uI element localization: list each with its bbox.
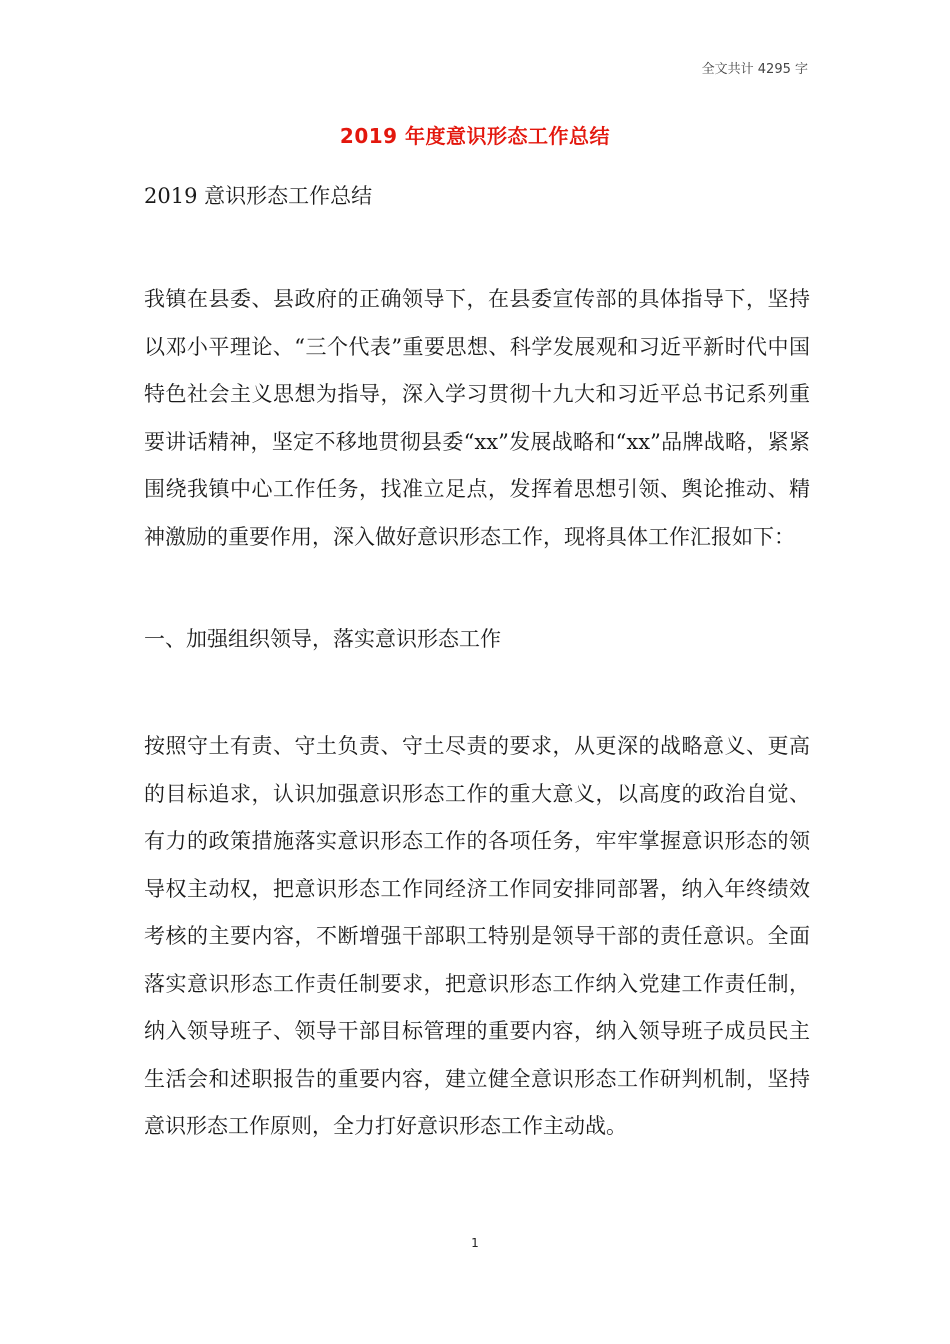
- word-count-label: 全文共计 4295 字: [701, 62, 808, 77]
- section-1-paragraph: 按照守土有责、守土负责、守土尽责的要求，从更深的战略意义、更高的目标追求，认识加强意识形态工作的重大意义，以高度的政治自觉、有力的政策措施落实意识形态工作的各项任务，牢牢掌握意识形态的领导权主动权，把意识形态工作同经济工作同安排同部署，纳入年终绩效考核的主要内容，不断增强干部职工特别是领导干部的责任意识。全面落实意识形态工作责任制要求，把意识形态工作纳入党建工作责任制，纳入领导班子、领导干部目标管理的重要内容，纳入领导班子成员民主生活会和述职报告的重要内容，建立健全意识形态工作研判机制，坚持意识形态工作原则，全力打好意识形态工作主动战。: [144, 734, 810, 1138]
- spacer: [144, 657, 810, 723]
- document-subtitle: 2019 意识形态工作总结: [144, 184, 373, 208]
- document-body: [144, 178, 810, 1151]
- spacer: [144, 561, 810, 621]
- document-title: 2019 年度意识形态工作总结: [339, 124, 611, 148]
- section-1-heading: 一、加强组织领导，落实意识形态工作: [144, 627, 501, 651]
- page-number: 1: [471, 1236, 479, 1250]
- spacer: [144, 214, 810, 276]
- intro-paragraph: 我镇在县委、县政府的正确领导下，在县委宣传部的具体指导下，坚持以邓小平理论、“三个代表”重要思想、科学发展观和习近平新时代中国特色社会主义思想为指导，深入学习贯彻十九大和习近平总书记系列重要讲话精神，坚定不移地贯彻县委“xx”发展战略和“xx”品牌战略，紧紧围绕我镇中心工作任务，找准立足点，发挥着思想引领、舆论推动、精神激励的重要作用，深入做好意识形态工作，现将具体工作汇报如下：: [144, 287, 810, 549]
